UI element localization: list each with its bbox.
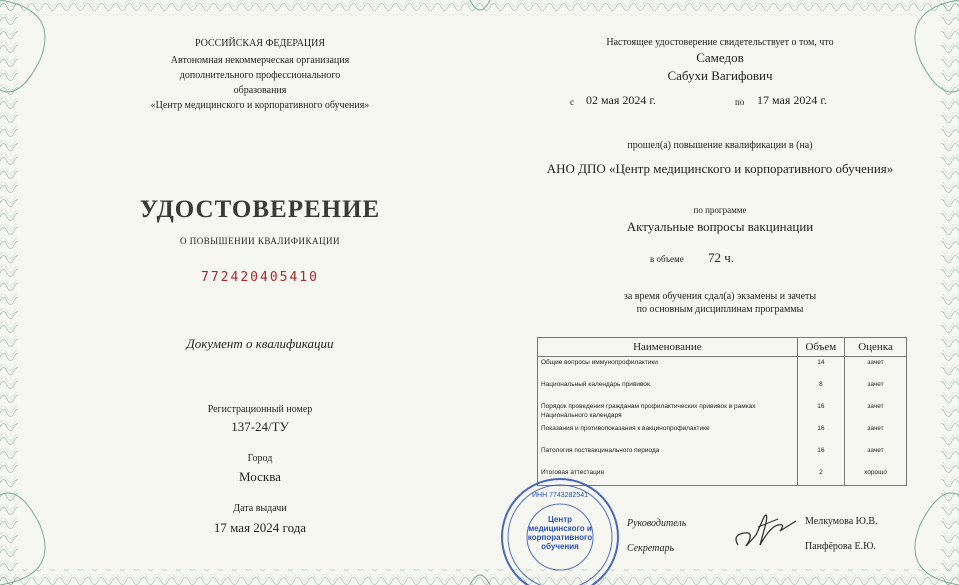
country: РОССИЙСКАЯ ФЕДЕРАЦИЯ [194,38,326,49]
org-line-2: дополнительного профессионального [179,70,341,81]
program-name: Актуальные вопросы вакцинации [626,219,814,234]
col-header-hours: Объем [797,338,844,357]
table-row [538,445,907,467]
exams-line-1: за время обучения сдал(а) экзамены и зачеты [623,291,817,302]
org-line-4: «Центр медицинского и корпоративного обучения» [150,100,370,111]
reg-number-value: 137-24/ТУ [231,419,289,434]
document-title: УДОСТОВЕРЕНИЕ [139,196,381,223]
subject-name: Показания и противопоказания к вакцинопрофилактике [538,423,798,445]
volume-value: 72 ч. [708,250,735,265]
col-header-name: Наименование [538,338,798,357]
subject-name: Общие вопросы иммунопрофилактики [538,357,798,380]
exams-line-2: по основным дисциплинам программы [636,304,804,315]
subjects-table [537,337,907,486]
from-date: 02 мая 2024 г. [586,93,656,107]
table-row [538,357,907,380]
issue-date-label: Дата выдачи [233,503,287,514]
subject-name: Национальный календарь прививок [538,379,798,401]
table-row [538,401,907,423]
city-label: Город [247,453,273,464]
table-row [538,379,907,401]
reg-number-label: Регистрационный номер [207,404,313,415]
subject-grade: зачет [845,445,907,467]
given-name: Сабухи Вагифович [667,68,773,83]
head-label: Руководитель [627,518,687,529]
organization: АНО ДПО «Центр медицинского и корпоративного обучения» [546,161,894,176]
organization-stamp [498,475,622,585]
subject-grade: хорошо [845,467,907,486]
org-line-3: образования [233,85,287,96]
head-name: Мелкумова Ю.В. [805,516,878,527]
passed-text: прошел(а) повышение квалификации в (на) [627,140,813,151]
table-row [538,423,907,445]
program-label: по программе [693,205,747,215]
stamp-inn: ИНН 7743282541 [531,492,589,499]
col-header-grade: Оценка [845,338,907,357]
serial-number: 772420405410 [201,270,319,285]
subject-hours: 8 [797,379,844,401]
to-label: по [735,97,745,107]
subject-grade: зачет [845,423,907,445]
issue-date-value: 17 мая 2024 года [213,520,307,535]
subject-hours: 16 [797,445,844,467]
document-subtitle: О ПОВЫШЕНИИ КВАЛИФИКАЦИИ [179,236,341,246]
intro-text: Настоящее удостоверение свидетельствует о том, что [606,37,834,48]
subject-hours: 2 [797,467,844,486]
secretary-name: Панфёрова Е.Ю. [805,541,876,552]
subject-grade: зачет [845,401,907,423]
signature-image [730,505,805,555]
subject-name: Итоговая аттестация [538,467,798,486]
secretary-label: Секретарь [627,543,675,554]
subject-hours: 16 [797,401,844,423]
subject-hours: 16 [797,423,844,445]
stamp-text: Центр медицинского и корпоративного обучения [527,515,593,551]
subject-hours: 14 [797,357,844,380]
city-value: Москва [239,469,281,484]
document-type: Документ о квалификации [186,336,334,351]
org-line-1: Автономная некоммерческая организация [170,55,350,66]
subject-grade: зачет [845,357,907,380]
subject-name: Патология поствакцинального периода [538,445,798,467]
volume-label: в объеме [650,254,684,264]
from-label: с [570,97,574,107]
subject-grade: зачет [845,379,907,401]
surname: Самедов [696,50,744,65]
subject-name: Порядок проведения гражданам профилактических прививок в рамках Национального календаря [538,401,798,423]
to-date: 17 мая 2024 г. [757,93,827,107]
